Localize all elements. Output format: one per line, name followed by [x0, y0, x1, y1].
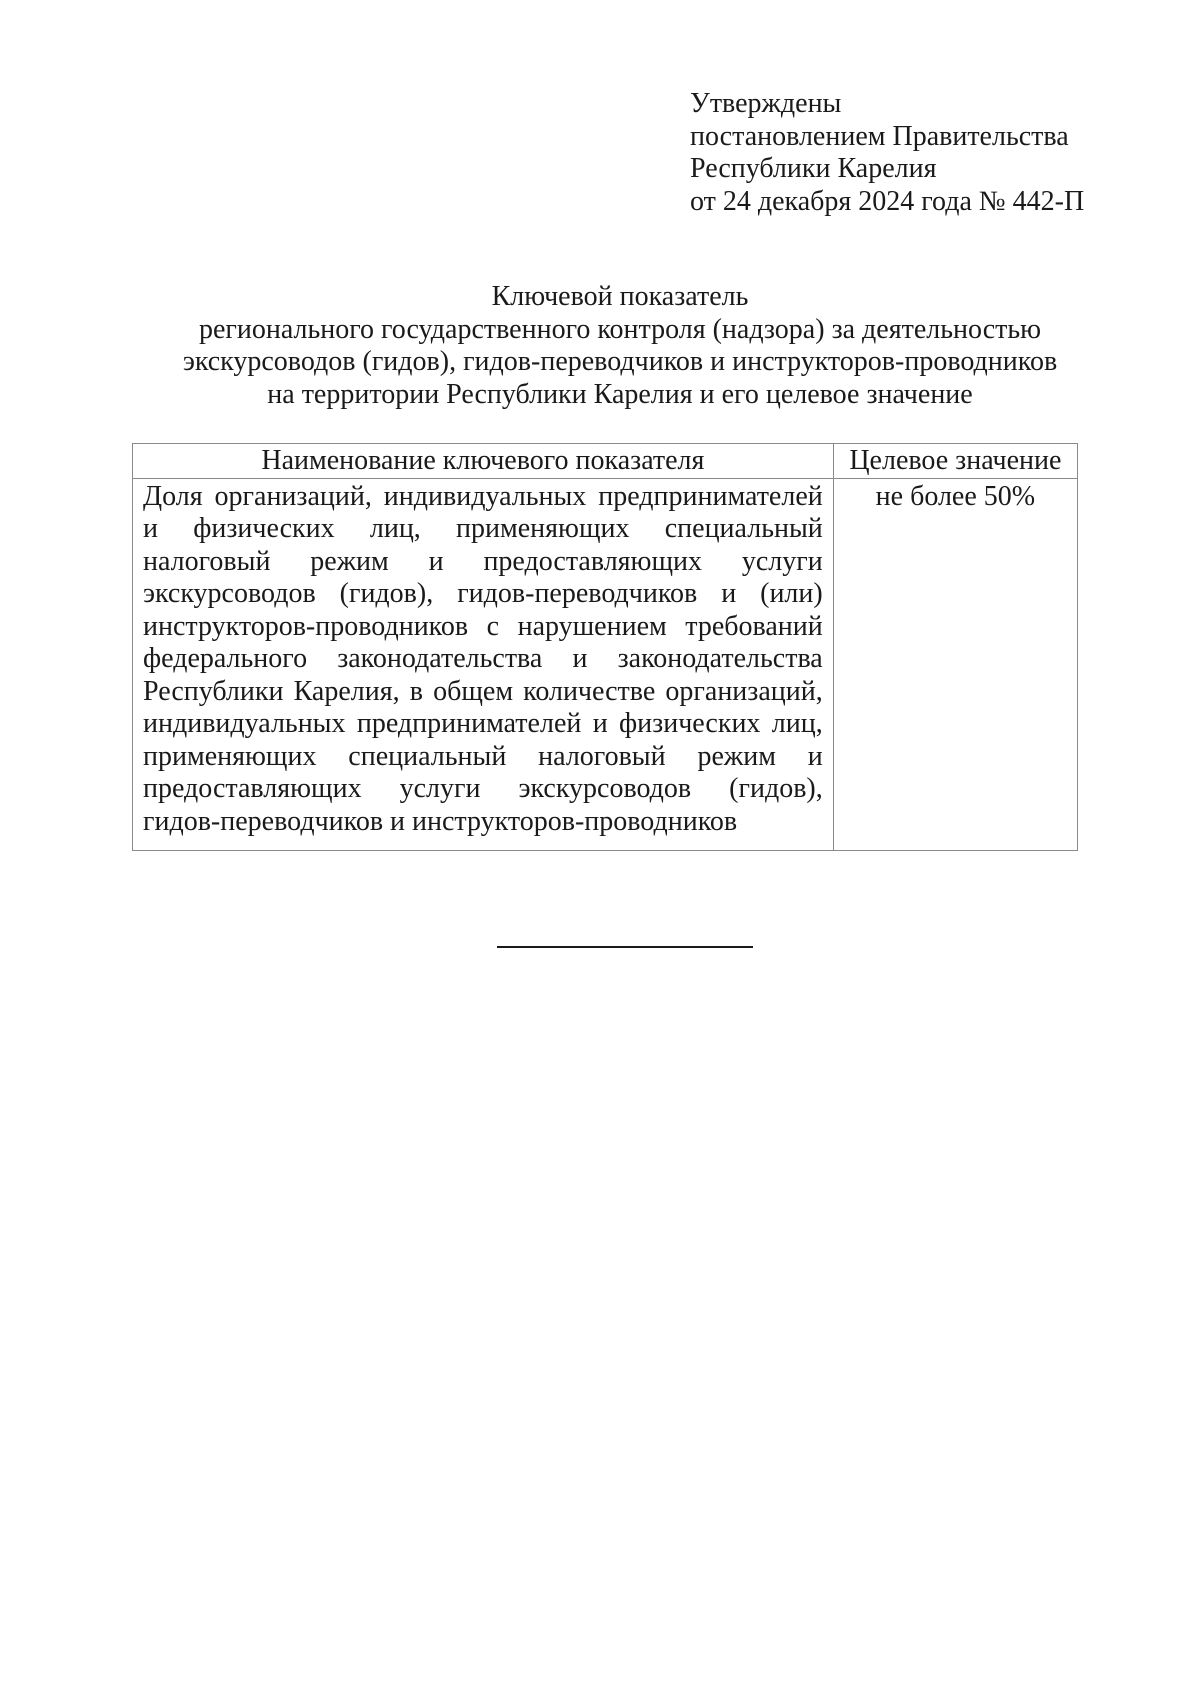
closing-rule	[497, 946, 753, 948]
approval-line: постановлением Правительства	[690, 120, 1069, 152]
word: законодательства	[617, 643, 823, 674]
word: лиц,	[369, 513, 421, 544]
column-header-value: Целевое значение	[833, 444, 1077, 479]
word: Карелия,	[293, 675, 400, 707]
word: и	[572, 643, 588, 674]
word: Доля	[143, 480, 203, 512]
word: предоставляющих	[483, 545, 703, 577]
word: общем	[433, 675, 514, 707]
word: специальный	[664, 513, 823, 544]
word: услуги	[399, 773, 481, 804]
word: режим	[310, 545, 389, 577]
target-value-cell: не более 50%	[833, 478, 1077, 851]
indicator-name-line	[143, 578, 823, 611]
indicator-name-line	[143, 773, 823, 806]
word: предпринимателей	[356, 708, 582, 739]
word: инструкторов-проводников	[143, 610, 469, 642]
word: законодательства	[337, 643, 543, 674]
word: экскурсоводов	[518, 773, 692, 804]
indicator-name-line	[143, 741, 823, 774]
title-line: регионального государственного контроля (надзора) за деятельностью	[198, 313, 1042, 345]
word: и	[721, 578, 737, 609]
word: экскурсоводов	[143, 578, 316, 609]
word: применяющих	[143, 740, 317, 772]
word: индивидуальных	[383, 480, 587, 512]
word: и	[143, 513, 158, 544]
table-row	[133, 478, 1078, 851]
title-line: экскурсоводов (гидов), гидов-переводчиков и инструкторов-проводников	[182, 346, 1058, 377]
word: услуги	[741, 545, 823, 577]
approval-block	[690, 88, 1170, 218]
indicator-name-line	[143, 708, 823, 741]
column-header-name: Наименование ключевого показателя	[133, 444, 834, 479]
indicator-name-line	[143, 481, 823, 514]
document-title	[130, 281, 1110, 411]
word: индивидуальных	[143, 708, 346, 739]
word: и	[592, 708, 608, 739]
word: предоставляющих	[143, 773, 362, 804]
word: организаций,	[214, 480, 372, 512]
indicator-table	[132, 443, 1078, 851]
word: гидов-переводчиков	[457, 578, 698, 609]
word: предпринимателей	[598, 480, 823, 512]
table-header-row	[133, 444, 1078, 479]
word: физических	[193, 513, 335, 544]
title-line: на территории Республики Карелия и его целевое значение	[267, 378, 973, 410]
word: организаций,	[665, 675, 823, 707]
word: налоговый	[143, 545, 271, 577]
approval-line: Утверждены	[690, 88, 842, 119]
word: налоговый	[538, 740, 666, 772]
word: (гидов),	[339, 578, 434, 609]
word: (гидов),	[729, 773, 823, 804]
indicator-name-line	[143, 676, 823, 709]
approval-date-number: от 24 декабря 2024 года № 442-П	[690, 185, 1085, 217]
indicator-name-cell	[133, 478, 834, 851]
word: и	[428, 545, 444, 577]
word: и	[807, 740, 823, 772]
indicator-name-line	[143, 611, 823, 644]
word: режим	[697, 740, 776, 772]
word: (или)	[760, 578, 823, 609]
indicator-name-line	[143, 643, 823, 676]
approval-line: Республики Карелия	[690, 153, 937, 184]
word: требований	[685, 610, 823, 642]
word: федерального	[143, 643, 308, 674]
indicator-name-line	[143, 546, 823, 579]
indicator-name-line: гидов-переводчиков и инструкторов-проводников	[143, 805, 738, 837]
word: в	[409, 675, 423, 707]
word: нарушением	[517, 610, 667, 642]
word: Республики	[143, 675, 284, 707]
indicator-name-line	[143, 513, 823, 546]
word: специальный	[348, 740, 507, 772]
word: применяющих	[456, 513, 630, 544]
word: с	[486, 610, 500, 642]
word: лиц,	[771, 708, 823, 739]
title-line: Ключевой показатель	[491, 281, 749, 312]
word: физических	[619, 708, 761, 739]
word: количестве	[523, 675, 656, 707]
